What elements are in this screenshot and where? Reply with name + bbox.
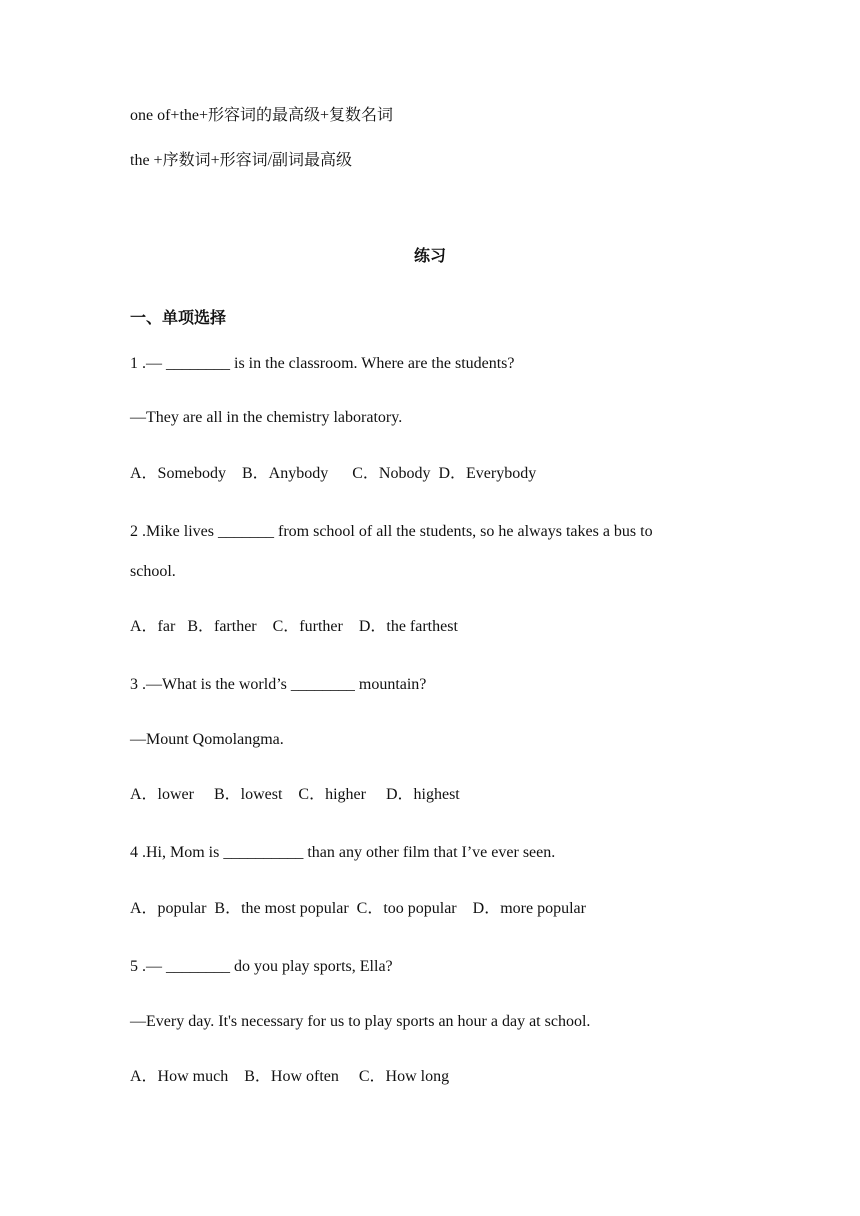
question-3-options: A．lower B．lowest C．higher D．highest: [130, 786, 460, 803]
question-1-options: A．Somebody B．Anybody C．Nobody D．Everybody: [130, 465, 537, 482]
practice-title: 练习: [413, 248, 446, 265]
question-2-stem-continued: school.: [130, 563, 176, 580]
question-3-stem: 3 .—What is the world’s ________ mountain?: [130, 676, 427, 693]
question-1-stem: 1 .— ________ is in the classroom. Where are the students?: [130, 355, 515, 372]
grammar-note-1: one of+the+形容词的最高级+复数名词: [130, 107, 394, 124]
question-2-stem: 2 .Mike lives _______ from school of all the students, so he always takes a bus to: [130, 523, 653, 540]
question-5-reply: —Every day. It's necessary for us to play sports an hour a day at school.: [130, 1013, 591, 1030]
question-4-options: A．popular B．the most popular C．too popular D．more popular: [130, 900, 586, 917]
question-5-options: A．How much B．How often C．How long: [130, 1068, 450, 1085]
question-2-options: A．far B．farther C．further D．the farthest: [130, 618, 458, 635]
question-1-reply: —They are all in the chemistry laboratory.: [130, 409, 403, 426]
section-title: 一、单项选择: [130, 310, 227, 327]
question-3-reply: —Mount Qomolangma.: [130, 731, 284, 748]
grammar-note-2: the +序数词+形容词/副词最高级: [130, 152, 353, 169]
question-5-stem: 5 .— ________ do you play sports, Ella?: [130, 958, 393, 975]
question-4-stem: 4 .Hi, Mom is __________ than any other film that I’ve ever seen.: [130, 844, 556, 861]
